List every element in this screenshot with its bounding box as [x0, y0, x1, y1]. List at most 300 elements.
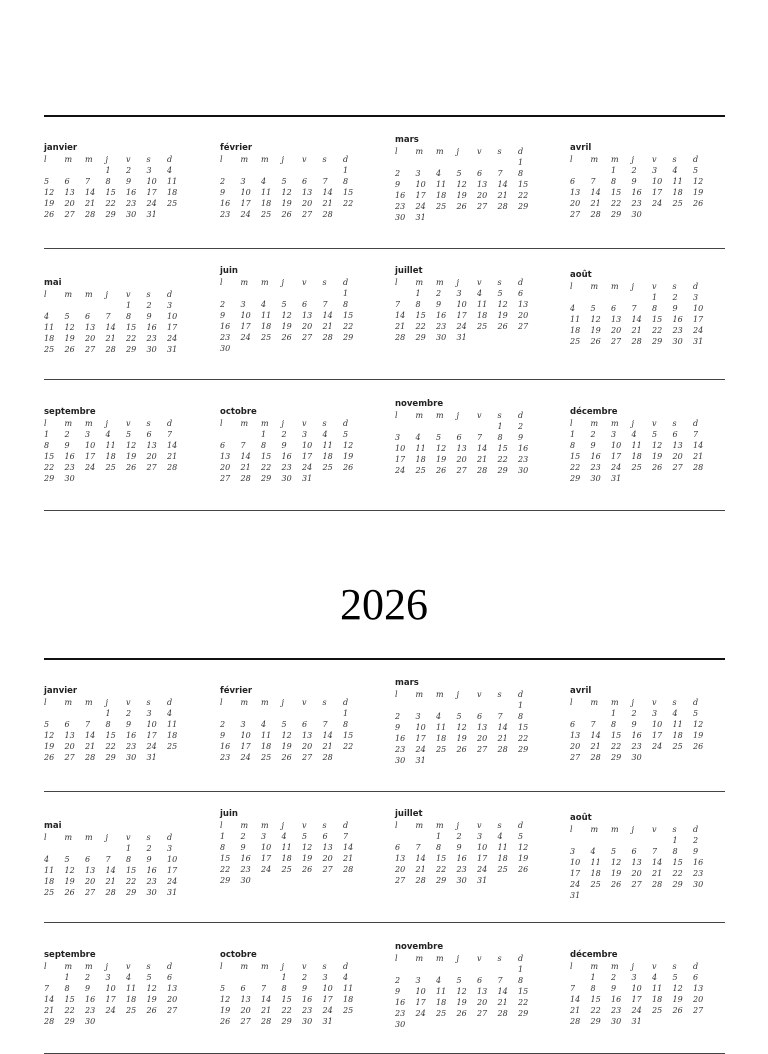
month-name: février — [220, 686, 253, 696]
day-cell: 22 — [611, 199, 622, 208]
month-février — [220, 686, 370, 763]
weekday-label: m — [261, 698, 269, 707]
weekday-label: v — [477, 411, 482, 420]
day-cell: 16 — [126, 188, 137, 197]
day-cell: 20 — [302, 742, 313, 751]
day-cell: 15 — [343, 188, 354, 197]
day-cell: 16 — [518, 444, 529, 453]
week-row — [570, 857, 720, 868]
day-cell: 19 — [44, 742, 55, 751]
day-cell: 2 — [146, 844, 152, 853]
day-cell: 8 — [220, 843, 226, 852]
day-cell: 25 — [281, 865, 292, 874]
week-row — [570, 314, 720, 325]
day-cell: 1 — [343, 709, 349, 718]
weekday-header — [395, 820, 545, 831]
day-cell: 25 — [167, 199, 178, 208]
weekday-header — [44, 289, 194, 300]
day-cell: 31 — [415, 213, 426, 222]
day-cell: 22 — [126, 877, 137, 886]
week-row — [395, 299, 545, 310]
day-cell: 24 — [322, 1006, 333, 1015]
day-cell: 17 — [631, 995, 642, 1004]
day-cell: 13 — [477, 180, 488, 189]
weekday-header — [44, 961, 194, 972]
empty-cell — [632, 835, 653, 846]
month-name: avril — [570, 686, 592, 696]
month-novembre — [395, 399, 545, 476]
week-row — [220, 429, 370, 440]
day-cell: 25 — [44, 345, 55, 354]
week-row — [44, 322, 194, 333]
day-cell: 30 — [395, 1020, 406, 1029]
month-octobre — [220, 950, 370, 1027]
day-cell: 8 — [343, 177, 349, 186]
week-row — [395, 465, 545, 476]
empty-cell — [220, 429, 241, 440]
day-cell: 11 — [415, 444, 426, 453]
day-cell: 20 — [477, 734, 488, 743]
empty-cell — [85, 843, 106, 854]
month-name: mai — [44, 278, 62, 288]
weekday-label: l — [220, 962, 223, 971]
day-cell: 16 — [281, 452, 292, 461]
day-cell: 26 — [693, 199, 704, 208]
day-cell: 29 — [343, 333, 354, 342]
week-row — [220, 875, 370, 886]
day-cell: 8 — [261, 441, 267, 450]
day-cell: 14 — [322, 731, 333, 740]
weekday-label: m — [85, 962, 93, 971]
day-cell: 22 — [220, 865, 231, 874]
week-row — [395, 722, 545, 733]
day-cell: 28 — [105, 888, 116, 897]
day-cell: 30 — [240, 876, 251, 885]
day-cell: 11 — [167, 720, 178, 729]
day-cell: 24 — [105, 1006, 116, 1015]
week-row — [570, 325, 720, 336]
day-cell: 11 — [126, 984, 137, 993]
weekday-label: m — [261, 419, 269, 428]
day-cell: 5 — [64, 312, 70, 321]
week-row — [220, 332, 370, 343]
day-cell: 9 — [672, 304, 678, 313]
weekday-label: s — [146, 833, 151, 842]
empty-cell — [693, 890, 714, 901]
empty-cell — [570, 708, 591, 719]
week-row — [395, 997, 545, 1008]
day-cell: 20 — [631, 869, 642, 878]
day-cell: 7 — [322, 177, 328, 186]
day-cell: 27 — [167, 1006, 178, 1015]
empty-cell — [477, 964, 498, 975]
day-cell: 21 — [570, 1006, 581, 1015]
day-cell: 27 — [302, 753, 313, 762]
day-cell: 5 — [497, 289, 503, 298]
day-cell: 12 — [456, 180, 467, 189]
day-cell: 12 — [672, 984, 683, 993]
day-cell: 30 — [631, 753, 642, 762]
weekday-label: d — [693, 419, 699, 428]
week-row — [395, 212, 545, 223]
day-cell: 14 — [631, 315, 642, 324]
day-cell: 7 — [85, 177, 91, 186]
empty-cell — [632, 890, 653, 901]
day-cell: 16 — [395, 734, 406, 743]
day-cell: 8 — [436, 843, 442, 852]
day-cell: 29 — [611, 210, 622, 219]
day-cell: 5 — [456, 976, 462, 985]
empty-cell — [241, 343, 262, 354]
weekday-label: m — [415, 278, 424, 287]
day-cell: 8 — [672, 847, 678, 856]
week-row — [395, 864, 545, 875]
day-cell: 24 — [415, 1009, 426, 1018]
empty-cell — [282, 343, 303, 354]
day-cell: 3 — [693, 293, 699, 302]
day-cell: 7 — [322, 720, 328, 729]
day-cell: 11 — [281, 843, 292, 852]
week-row — [570, 994, 720, 1005]
day-cell: 23 — [436, 322, 447, 331]
weekday-label: m — [436, 954, 444, 963]
day-cell: 5 — [652, 430, 658, 439]
week-row — [44, 473, 194, 484]
day-cell: 7 — [497, 712, 503, 721]
day-cell: 24 — [631, 1006, 642, 1015]
weekday-header — [395, 277, 545, 288]
day-cell: 19 — [652, 452, 663, 461]
day-cell: 15 — [518, 987, 529, 996]
day-cell: 8 — [518, 169, 524, 178]
day-cell: 18 — [415, 455, 426, 464]
day-cell: 24 — [146, 199, 157, 208]
day-cell: 1 — [518, 965, 524, 974]
day-cell: 3 — [167, 301, 173, 310]
day-cell: 9 — [64, 441, 70, 450]
day-cell: 15 — [220, 854, 231, 863]
week-row — [44, 983, 194, 994]
day-cell: 8 — [343, 300, 349, 309]
day-cell: 29 — [570, 474, 581, 483]
day-cell: 9 — [395, 723, 401, 732]
day-cell: 1 — [497, 422, 503, 431]
day-cell: 28 — [395, 333, 406, 342]
day-cell: 17 — [570, 869, 581, 878]
weekday-header — [395, 146, 545, 157]
day-cell: 4 — [672, 166, 678, 175]
day-cell: 5 — [126, 430, 132, 439]
weekday-label: s — [672, 825, 677, 834]
day-cell: 24 — [167, 877, 178, 886]
week-row — [44, 429, 194, 440]
day-cell: 11 — [672, 177, 683, 186]
day-cell: 26 — [652, 463, 663, 472]
empty-cell — [323, 165, 344, 176]
weekday-label: d — [167, 290, 173, 299]
weekday-label: s — [672, 155, 677, 164]
empty-cell — [261, 288, 282, 299]
day-cell: 5 — [693, 709, 699, 718]
day-cell: 2 — [220, 720, 226, 729]
day-cell: 21 — [322, 322, 333, 331]
week-row — [570, 165, 720, 176]
day-cell: 6 — [167, 973, 173, 982]
empty-cell — [44, 165, 65, 176]
empty-cell — [457, 700, 478, 711]
empty-cell — [416, 700, 437, 711]
weekday-label: m — [590, 698, 599, 707]
empty-cell — [323, 343, 344, 354]
day-cell: 16 — [672, 315, 683, 324]
week-row — [570, 176, 720, 187]
month-janvier — [44, 686, 194, 763]
day-cell: 24 — [240, 753, 251, 762]
month-juin — [220, 809, 370, 886]
day-cell: 27 — [146, 463, 157, 472]
week-row — [395, 157, 545, 168]
week-row — [220, 165, 370, 176]
weekday-label: m — [85, 419, 93, 428]
day-cell: 3 — [167, 844, 173, 853]
day-cell: 12 — [436, 444, 447, 453]
day-cell: 19 — [281, 322, 292, 331]
week-row — [395, 964, 545, 975]
empty-cell — [591, 292, 612, 303]
week-row — [220, 198, 370, 209]
day-cell: 30 — [672, 337, 683, 346]
day-cell: 4 — [436, 712, 442, 721]
day-cell: 8 — [44, 441, 50, 450]
day-cell: 13 — [672, 441, 683, 450]
day-cell: 23 — [240, 865, 251, 874]
day-cell: 7 — [322, 300, 328, 309]
weekday-label: m — [436, 411, 444, 420]
day-cell: 20 — [64, 199, 75, 208]
weekday-label: v — [477, 278, 482, 287]
day-cell: 14 — [322, 188, 333, 197]
day-cell: 12 — [281, 188, 292, 197]
day-cell: 28 — [261, 1017, 272, 1026]
empty-cell — [436, 700, 457, 711]
day-cell: 7 — [693, 430, 699, 439]
day-cell: 12 — [611, 858, 622, 867]
day-cell: 24 — [415, 202, 426, 211]
weekday-label: j — [105, 419, 108, 428]
month-août — [570, 813, 720, 901]
weekday-header — [44, 832, 194, 843]
day-cell: 15 — [611, 731, 622, 740]
day-cell: 19 — [456, 191, 467, 200]
week-row — [220, 473, 370, 484]
day-cell: 11 — [477, 300, 488, 309]
day-cell: 28 — [44, 1017, 55, 1026]
day-cell: 18 — [167, 188, 178, 197]
day-cell: 10 — [652, 177, 663, 186]
weekday-label: m — [611, 698, 619, 707]
month-août — [570, 270, 720, 347]
day-cell: 23 — [64, 463, 75, 472]
day-cell: 26 — [281, 753, 292, 762]
day-cell: 21 — [85, 199, 96, 208]
day-cell: 19 — [693, 188, 704, 197]
day-cell: 9 — [281, 441, 287, 450]
month-février — [220, 143, 370, 220]
week-row — [395, 700, 545, 711]
weekday-label: v — [652, 155, 657, 164]
week-row — [570, 292, 720, 303]
day-cell: 7 — [395, 300, 401, 309]
weekday-label: m — [85, 290, 93, 299]
day-cell: 31 — [302, 474, 313, 483]
empty-cell — [498, 332, 519, 343]
weekday-label: v — [126, 290, 131, 299]
day-cell: 12 — [497, 300, 508, 309]
day-cell: 9 — [395, 987, 401, 996]
empty-cell — [343, 343, 364, 354]
week-row — [570, 846, 720, 857]
day-cell: 3 — [240, 300, 246, 309]
day-cell: 7 — [85, 720, 91, 729]
weekday-label: m — [64, 833, 73, 842]
empty-cell — [498, 964, 519, 975]
empty-cell — [261, 343, 282, 354]
day-cell: 6 — [518, 289, 524, 298]
day-cell: 4 — [322, 430, 328, 439]
month-name: novembre — [395, 399, 444, 409]
empty-cell — [343, 1016, 364, 1027]
day-cell: 2 — [693, 836, 699, 845]
weekday-label: d — [343, 419, 349, 428]
day-cell: 13 — [570, 188, 581, 197]
day-cell: 23 — [395, 202, 406, 211]
day-cell: 22 — [105, 742, 116, 751]
week-row — [220, 864, 370, 875]
weekday-label: m — [261, 155, 269, 164]
week-row — [570, 187, 720, 198]
empty-cell — [395, 964, 416, 975]
day-cell: 24 — [85, 463, 96, 472]
month-name: octobre — [220, 950, 257, 960]
day-cell: 28 — [693, 463, 704, 472]
day-cell: 22 — [343, 199, 354, 208]
day-cell: 28 — [477, 466, 488, 475]
empty-cell — [395, 421, 416, 432]
day-cell: 11 — [590, 858, 601, 867]
day-cell: 4 — [44, 855, 50, 864]
day-cell: 1 — [64, 973, 70, 982]
day-cell: 20 — [456, 455, 467, 464]
empty-cell — [436, 421, 457, 432]
empty-cell — [65, 843, 86, 854]
empty-cell — [457, 212, 478, 223]
day-cell: 25 — [436, 745, 447, 754]
weekday-label: m — [590, 962, 599, 971]
day-cell: 27 — [302, 210, 313, 219]
week-row — [570, 752, 720, 763]
day-cell: 6 — [85, 312, 91, 321]
empty-cell — [323, 708, 344, 719]
day-cell: 4 — [570, 304, 576, 313]
weekday-label: m — [64, 962, 73, 971]
day-cell: 4 — [436, 976, 442, 985]
day-cell: 23 — [126, 742, 137, 751]
day-cell: 3 — [146, 166, 152, 175]
day-cell: 11 — [652, 984, 663, 993]
weekday-label: j — [631, 155, 634, 164]
day-cell: 5 — [146, 973, 152, 982]
week-row — [395, 332, 545, 343]
week-row — [570, 336, 720, 347]
day-cell: 28 — [85, 753, 96, 762]
day-cell: 27 — [85, 345, 96, 354]
day-cell: 4 — [652, 973, 658, 982]
day-cell: 2 — [611, 973, 617, 982]
day-cell: 22 — [105, 199, 116, 208]
week-row — [570, 303, 720, 314]
day-cell: 28 — [240, 474, 251, 483]
day-cell: 2 — [590, 430, 596, 439]
day-cell: 15 — [343, 311, 354, 320]
day-cell: 26 — [126, 463, 137, 472]
month-name: juillet — [395, 266, 423, 276]
weekday-label: m — [611, 962, 619, 971]
week-row — [44, 994, 194, 1005]
empty-cell — [436, 157, 457, 168]
day-cell: 13 — [477, 987, 488, 996]
day-cell: 28 — [590, 210, 601, 219]
day-cell: 27 — [220, 474, 231, 483]
week-row — [44, 165, 194, 176]
day-cell: 7 — [105, 855, 111, 864]
day-cell: 30 — [611, 1017, 622, 1026]
day-cell: 11 — [631, 441, 642, 450]
day-cell: 13 — [611, 315, 622, 324]
day-cell: 11 — [261, 731, 272, 740]
day-cell: 31 — [631, 1017, 642, 1026]
calendar-top-rule — [44, 115, 725, 117]
day-cell: 4 — [436, 169, 442, 178]
day-cell: 12 — [652, 441, 663, 450]
day-cell: 24 — [240, 210, 251, 219]
weekday-label: m — [415, 821, 424, 830]
weekday-label: v — [652, 698, 657, 707]
day-cell: 11 — [343, 984, 354, 993]
weekday-label: l — [570, 419, 573, 428]
day-cell: 6 — [570, 720, 576, 729]
day-cell: 9 — [220, 731, 226, 740]
week-row — [395, 831, 545, 842]
day-cell: 9 — [611, 984, 617, 993]
day-cell: 27 — [570, 753, 581, 762]
week-row — [220, 440, 370, 451]
day-cell: 15 — [126, 866, 137, 875]
day-cell: 4 — [590, 847, 596, 856]
day-cell: 3 — [85, 430, 91, 439]
day-cell: 14 — [590, 188, 601, 197]
weekday-label: v — [302, 155, 307, 164]
day-cell: 28 — [497, 745, 508, 754]
day-cell: 29 — [611, 753, 622, 762]
day-cell: 17 — [240, 742, 251, 751]
day-cell: 22 — [343, 742, 354, 751]
day-cell: 22 — [343, 322, 354, 331]
day-cell: 20 — [302, 322, 313, 331]
day-cell: 10 — [570, 858, 581, 867]
weekday-label: j — [456, 411, 459, 420]
day-cell: 8 — [126, 312, 132, 321]
day-cell: 2 — [456, 832, 462, 841]
